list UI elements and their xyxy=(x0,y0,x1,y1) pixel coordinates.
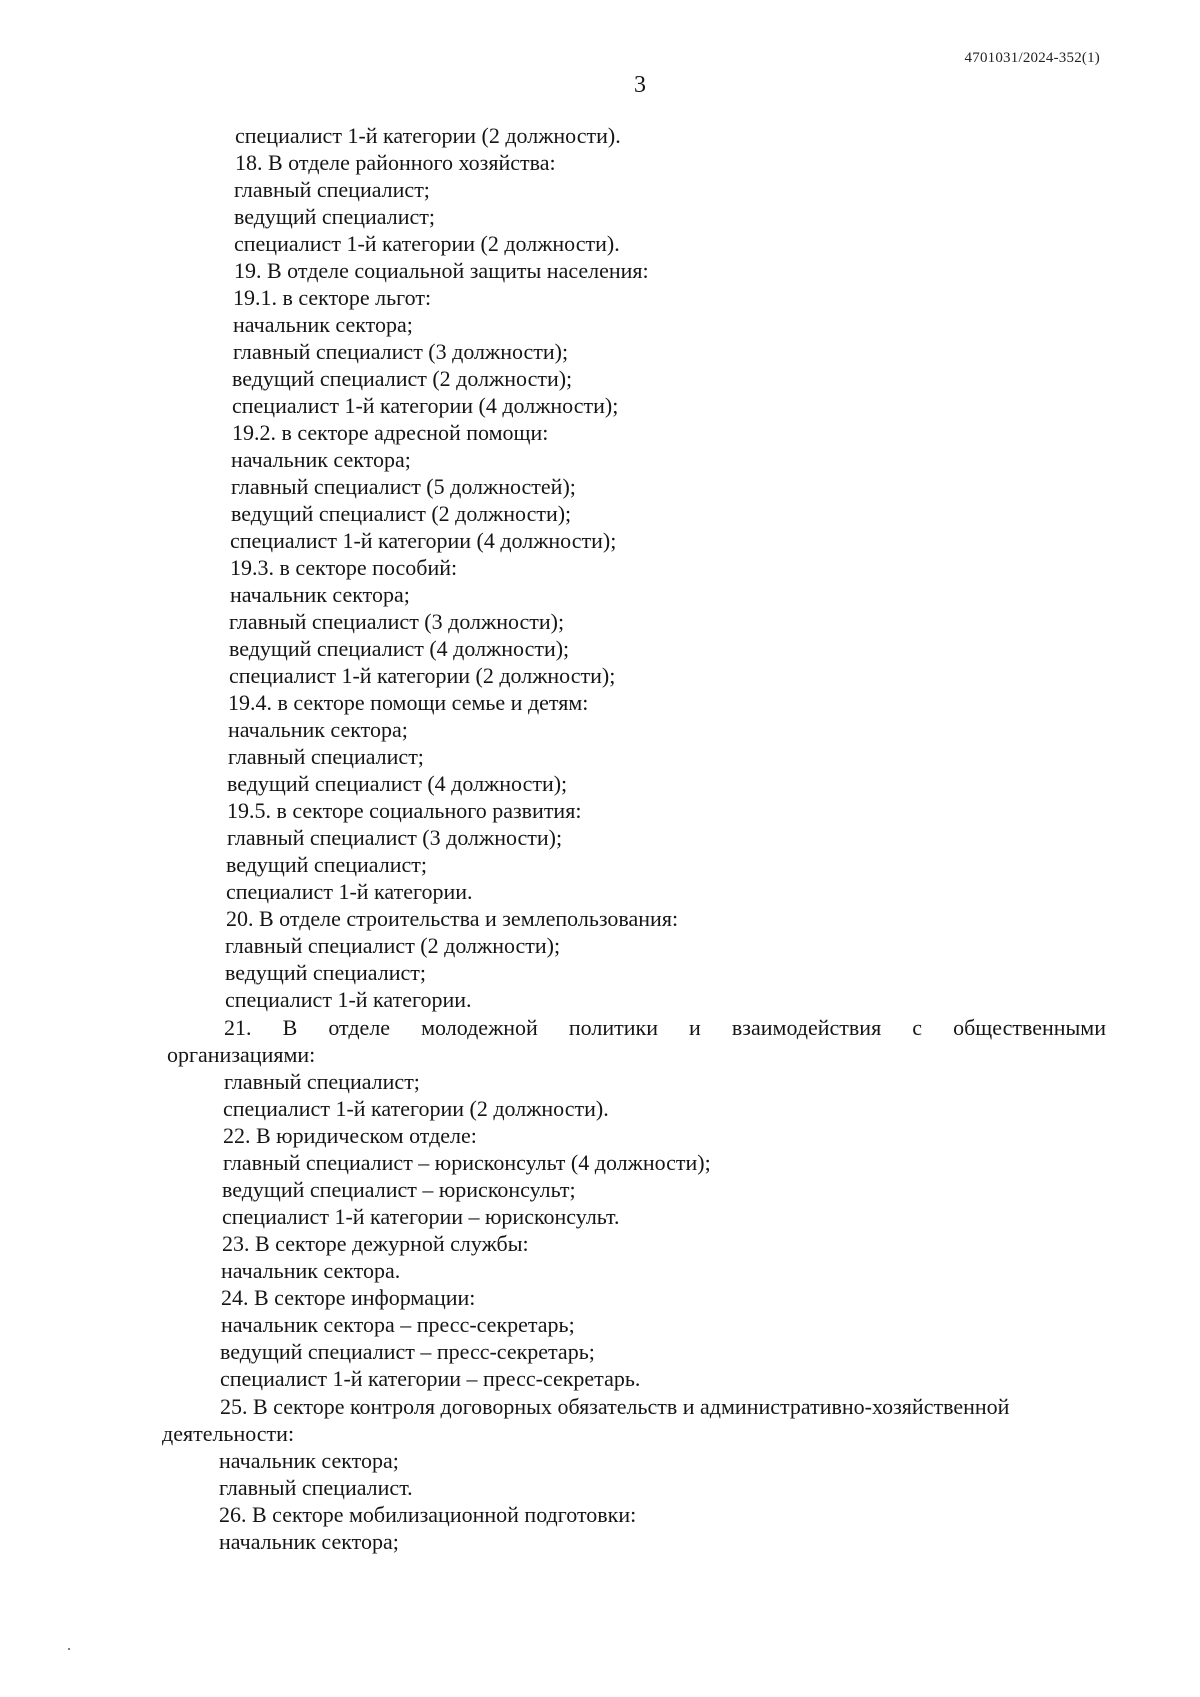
text-line: ведущий специалист; xyxy=(234,204,435,229)
text-line: ведущий специалист (4 должности); xyxy=(227,771,568,796)
text-line: ведущий специалист – юрисконсульт; xyxy=(222,1177,576,1202)
text-line: 20. В отделе строительства и землепользования: xyxy=(226,906,679,931)
text-line: начальник сектора; xyxy=(228,717,408,742)
text-line: главный специалист (3 должности); xyxy=(227,825,563,850)
text-line: деятельности: xyxy=(162,1421,295,1446)
text-line: главный специалист (5 должностей); xyxy=(231,474,576,499)
document-id: 4701031/2024-352(1) xyxy=(964,50,1100,66)
text-line: 24. В секторе информации: xyxy=(221,1285,476,1310)
text-line: главный специалист – юрисконсульт (4 должности); xyxy=(223,1150,711,1175)
text-line: 23. В секторе дежурной службы: xyxy=(222,1231,529,1256)
text-line: ведущий специалист (2 должности); xyxy=(232,366,573,391)
text-line: главный специалист (3 должности); xyxy=(233,339,569,364)
text-line: 25. В секторе контроля договорных обязательств и административно-хозяйственной xyxy=(220,1394,1010,1419)
text-line: начальник сектора; xyxy=(231,447,411,472)
text-line: организациями: xyxy=(167,1042,316,1067)
text-line: 26. В секторе мобилизационной подготовки: xyxy=(219,1502,637,1527)
text-line: специалист 1-й категории. xyxy=(225,987,472,1012)
text-line: специалист 1-й категории (2 должности); xyxy=(229,663,616,688)
text-line: специалист 1-й категории. xyxy=(226,879,473,904)
text-line: 19.3. в секторе пособий: xyxy=(230,555,458,580)
text-line: начальник сектора; xyxy=(230,582,410,607)
text-line: 19. В отделе социальной защиты населения: xyxy=(234,258,649,283)
text-line: главный специалист; xyxy=(228,744,424,769)
text-line: главный специалист; xyxy=(224,1069,420,1094)
text-line: ведущий специалист (2 должности); xyxy=(231,501,572,526)
text-line: главный специалист (3 должности); xyxy=(229,609,565,634)
text-line: 19.1. в секторе льгот: xyxy=(233,285,432,310)
text-line: главный специалист. xyxy=(219,1475,413,1500)
text-line: специалист 1-й категории (2 должности). xyxy=(223,1096,609,1121)
text-line: главный специалист; xyxy=(234,177,430,202)
text-line: начальник сектора; xyxy=(219,1529,399,1554)
text-line: начальник сектора – пресс-секретарь; xyxy=(221,1312,575,1337)
text-line: специалист 1-й категории – юрисконсульт. xyxy=(222,1204,620,1229)
text-line: специалист 1-й категории – пресс-секретарь. xyxy=(220,1366,641,1391)
text-line: ведущий специалист – пресс-секретарь; xyxy=(220,1339,595,1364)
scan-speck xyxy=(68,1648,70,1650)
text-line: 18. В отделе районного хозяйства: xyxy=(235,150,556,175)
text-line: начальник сектора; xyxy=(233,312,413,337)
text-line: специалист 1-й категории (2 должности). xyxy=(235,123,621,148)
text-line: ведущий специалист (4 должности); xyxy=(229,636,570,661)
text-line: 19.5. в секторе социального развития: xyxy=(227,798,582,823)
text-line: начальник сектора. xyxy=(221,1258,401,1283)
text-line: 22. В юридическом отделе: xyxy=(223,1123,477,1148)
text-line: начальник сектора; xyxy=(219,1448,399,1473)
text-line: специалист 1-й категории (4 должности); xyxy=(230,528,617,553)
text-line: ведущий специалист; xyxy=(226,852,427,877)
text-line: специалист 1-й категории (4 должности); xyxy=(232,393,619,418)
text-line: главный специалист (2 должности); xyxy=(225,933,561,958)
text-line: специалист 1-й категории (2 должности). xyxy=(234,231,620,256)
text-line: ведущий специалист; xyxy=(225,960,426,985)
text-line: 19.2. в секторе адресной помощи: xyxy=(232,420,549,445)
text-line: 19.4. в секторе помощи семье и детям: xyxy=(228,690,589,715)
page-number: 3 xyxy=(634,72,646,98)
text-line: 21. В отделе молодежной политики и взаимодействия с общественными xyxy=(224,1015,1106,1040)
